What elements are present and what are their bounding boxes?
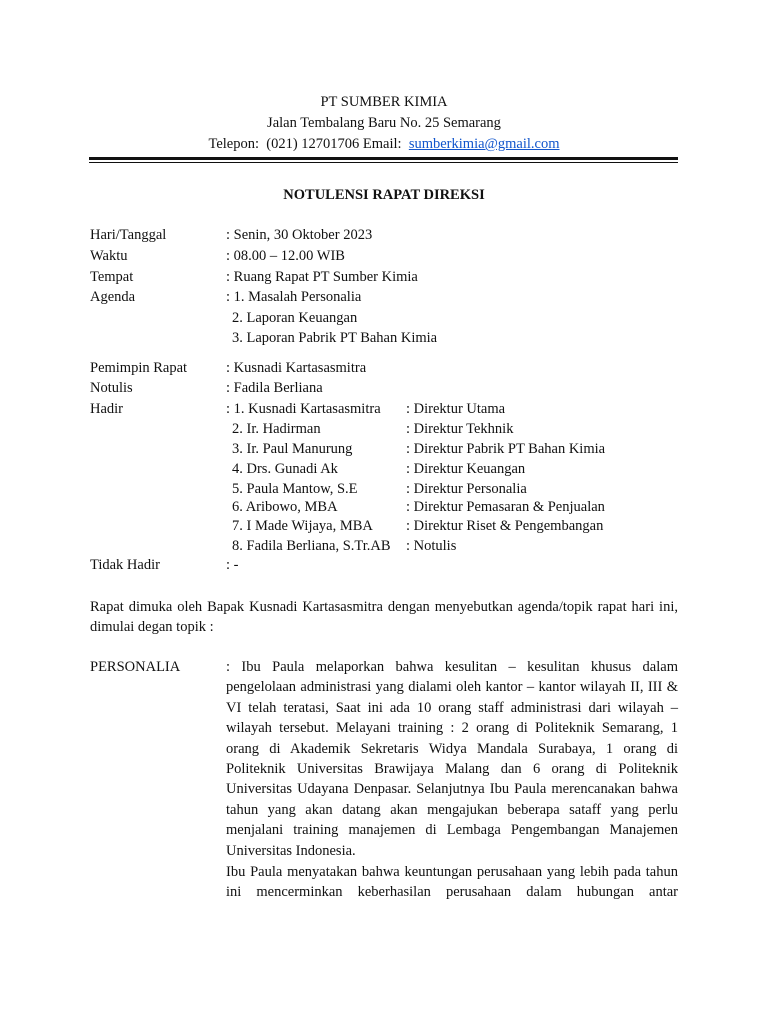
company-name: PT SUMBER KIMIA — [320, 94, 448, 110]
phone-text: Telepon: (021) 12701706 Email: — [208, 136, 409, 152]
waktu-label: Waktu — [90, 248, 128, 264]
hadir-name: 3. Ir. Paul Manurung — [232, 441, 353, 457]
hadir-role: : Direktur Pabrik PT Bahan Kimia — [406, 441, 606, 457]
tempat-value: : Ruang Rapat PT Sumber Kimia — [226, 269, 418, 285]
hadir-name: 2. Ir. Hadirman — [232, 421, 321, 437]
hadir-role: : Direktur Tekhnik — [406, 421, 514, 437]
pemimpin-label: Pemimpin Rapat — [90, 360, 188, 376]
hadir-label: Hadir — [90, 401, 124, 417]
header-rule-thin — [89, 162, 678, 163]
email-link[interactable]: sumberkimia@gmail.com — [408, 136, 560, 152]
hadir-role: : Notulis — [406, 538, 457, 554]
intro-paragraph: Rapat dimuka oleh Bapak Kusnadi Kartasasmitra dengan menyebutkan agenda/topik rapat hari ini, dimulai degan topik : — [90, 599, 678, 636]
hadir-name: : 1. Kusnadi Kartasasmitra — [226, 401, 381, 417]
agenda-item: 2. Laporan Keuangan — [232, 310, 358, 326]
hadir-name: 8. Fadila Berliana, S.Tr.AB — [232, 538, 391, 554]
hadir-role: : Direktur Riset & Pengembangan — [406, 518, 604, 534]
hadir-name: 5. Paula Mantow, S.E — [232, 481, 358, 497]
pemimpin-value: : Kusnadi Kartasasmitra — [226, 360, 367, 376]
agenda-label: Agenda — [90, 289, 136, 305]
hadir-role: : Direktur Keuangan — [406, 461, 526, 477]
personalia-label: PERSONALIA — [90, 659, 181, 675]
personalia-paragraph-2: Ibu Paula menyatakan bahwa keuntungan perusahaan yang lebih pada tahun ini mencerminkan keberhasilan perusahaan dalam hubungan antar — [226, 864, 678, 901]
hadir-role: : Direktur Personalia — [406, 481, 527, 497]
tidak-hadir-value: : - — [226, 557, 239, 573]
personalia-paragraph: : Ibu Paula melaporkan bahwa kesulitan – kesulitan khusus dalam pengelolaan administrasi yang dialami oleh kantor – kantor wilayah II, III & VI telah teratasi, Saat ini ada 10 orang staff administrasi dari wilayah – wilayah tersebut. Melayani training : 2 orang di Politeknik Semarang, 1 orang di Akademik Sekretaris Widya Mandala Surabaya, 1 orang di Politeknik Universitas Brawijaya Malang dan 6 orang di Politeknik Universitas Udayana Denpasar. Selanjutnya Ibu Paula merencanakan bahwa tahun yang akan datang akan mengajukan beberapa sataff yang perlu menjalani training manajemen di Lembaga Pengembangan Manajemen Universitas Indonesia. — [226, 659, 678, 859]
agenda-item: : 1. Masalah Personalia — [226, 289, 362, 305]
hadir-name: 4. Drs. Gunadi Ak — [232, 461, 338, 477]
hadir-role: : Direktur Utama — [406, 401, 506, 417]
hadir-role: : Direktur Pemasaran & Penjualan — [406, 499, 605, 515]
hadir-name: 6. Aribowo, MBA — [232, 499, 338, 515]
company-contact — [0, 134, 768, 154]
company-address: Jalan Tembalang Baru No. 25 Semarang — [267, 115, 501, 131]
header-rule-thick — [89, 157, 678, 160]
notulis-value: : Fadila Berliana — [226, 380, 323, 396]
hari-label: Hari/Tanggal — [90, 227, 167, 243]
waktu-value: : 08.00 – 12.00 WIB — [226, 248, 345, 264]
hadir-name: 7. I Made Wijaya, MBA — [232, 518, 373, 534]
hari-value: : Senin, 30 Oktober 2023 — [226, 227, 373, 243]
notulis-label: Notulis — [90, 380, 133, 396]
document-title: NOTULENSI RAPAT DIREKSI — [283, 187, 485, 203]
tidak-hadir-label: Tidak Hadir — [90, 557, 160, 573]
tempat-label: Tempat — [90, 269, 134, 285]
agenda-item: 3. Laporan Pabrik PT Bahan Kimia — [232, 330, 438, 346]
